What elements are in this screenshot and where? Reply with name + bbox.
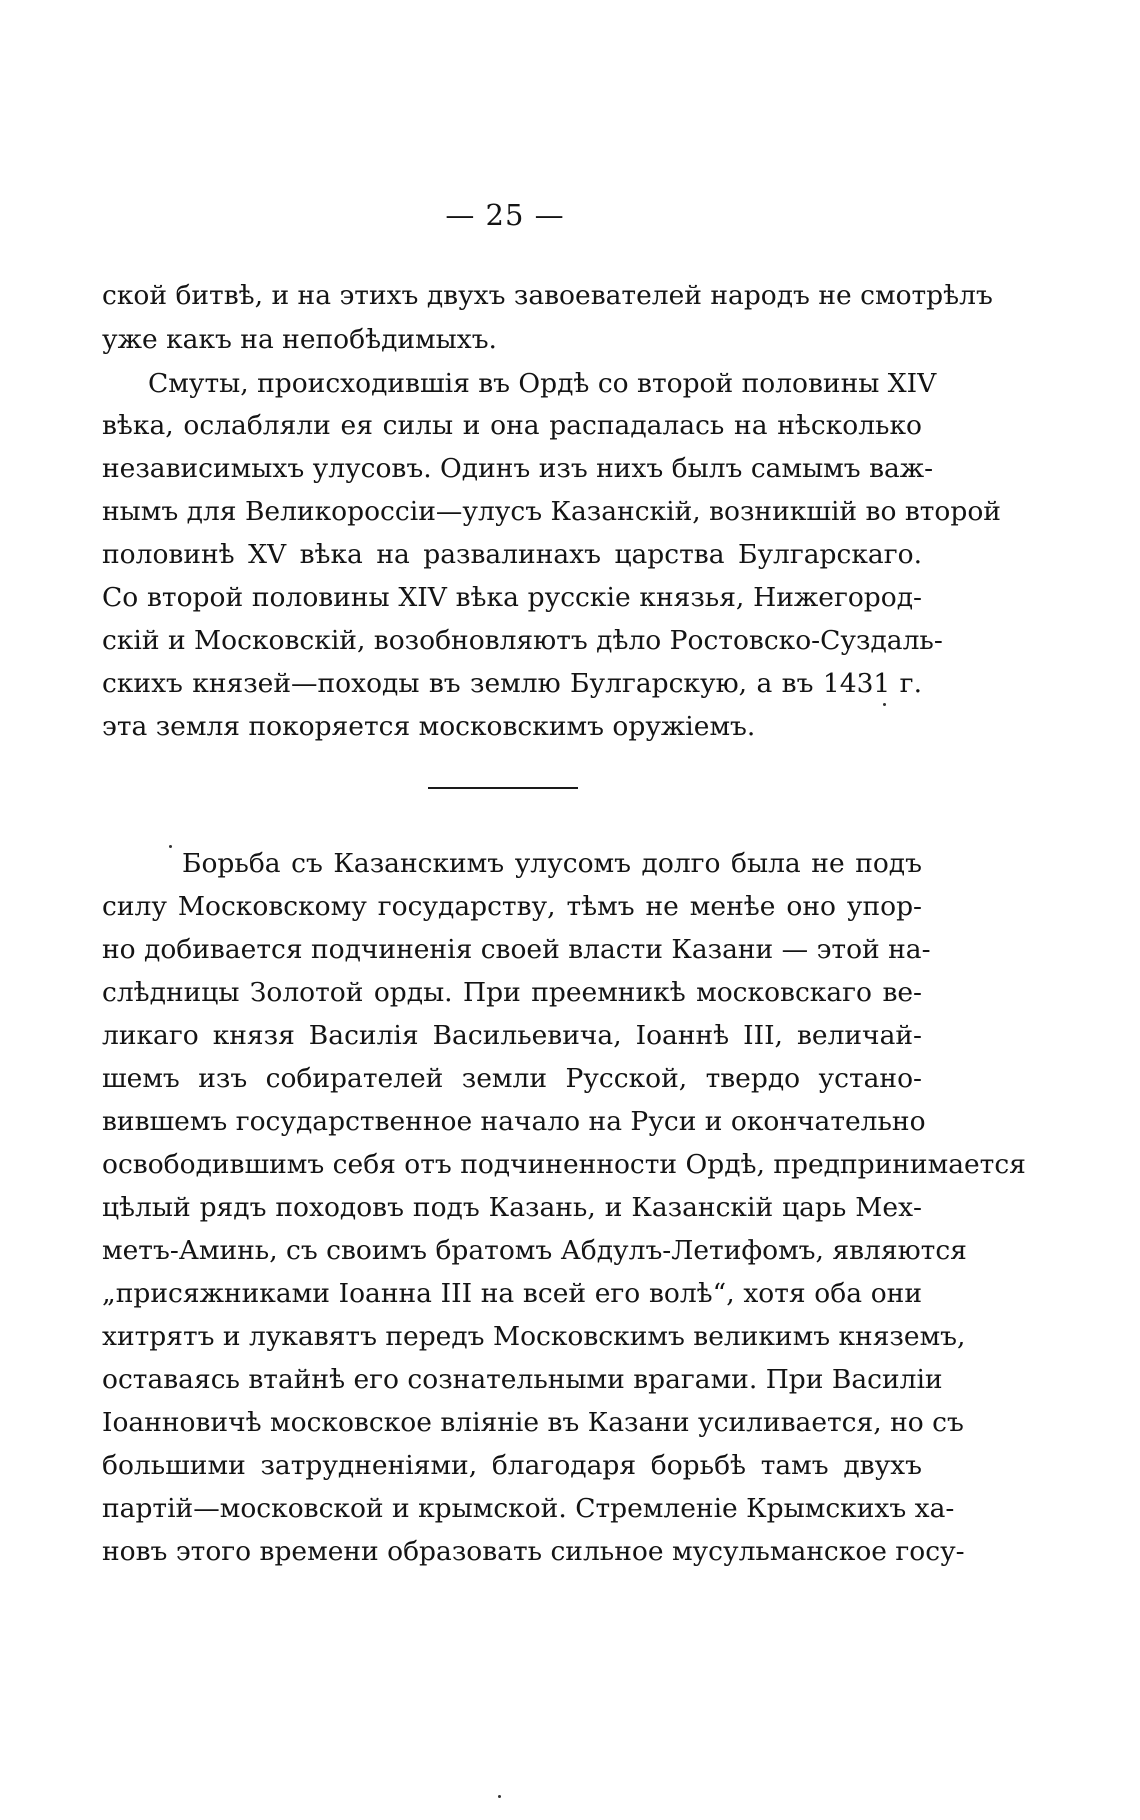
text-line: ликаго князя Василія Васильевича, Іоаннѣ III, величай-: [102, 1020, 922, 1051]
text-line: метъ-Аминь, съ своимъ братомъ Абдулъ-Летифомъ, являются: [102, 1235, 967, 1266]
scan-speck: [498, 1795, 501, 1798]
text-line: половинѣ XV вѣка на развалинахъ царства Булгарскаго.: [102, 539, 922, 570]
text-line: партій—московской и крымской. Стремленіе Крымскихъ ха-: [102, 1493, 955, 1524]
text-line: скихъ князей—походы въ землю Булгарскую, а въ 1431 г.: [102, 668, 922, 699]
text-line: шемъ изъ собирателей земли Русской, твердо устано-: [102, 1063, 922, 1094]
text-line: вѣка, ослабляли ея силы и она распадалась на нѣсколько: [102, 410, 922, 441]
text-line: цѣлый рядъ походовъ подъ Казань, и Казанскій царь Мех-: [102, 1192, 922, 1223]
section-divider: [428, 787, 578, 789]
text-line: но добивается подчиненія своей власти Казани — этой на-: [102, 934, 931, 965]
text-line: большими затрудненіями, благодаря борьбѣ тамъ двухъ: [102, 1450, 922, 1481]
text-line: хитрятъ и лукавятъ передъ Московскимъ великимъ княземъ,: [102, 1321, 966, 1352]
scan-speck: [169, 845, 172, 848]
text-line: Смуты, происходившія въ Ордѣ со второй половины XIV: [148, 368, 937, 399]
text-line: нымъ для Великороссіи—улусъ Казанскій, возникшій во второй: [102, 496, 1001, 527]
text-line: слѣдницы Золотой орды. При преемникѣ московскаго ве-: [102, 977, 922, 1008]
text-line: эта земля покоряется московскимъ оружіемъ.: [102, 711, 756, 742]
text-line: ской битвѣ, и на этихъ двухъ завоевателей народъ не смотрѣлъ: [102, 280, 993, 311]
text-line: Со второй половины XIV вѣка русскіе князья, Нижегород-: [102, 582, 922, 613]
text-line: „присяжниками Іоанна III на всей его волѣ“, хотя оба они: [102, 1278, 922, 1309]
text-line: освободившимъ себя отъ подчиненности Ордѣ, предпринимается: [102, 1149, 1026, 1180]
page-number: — 25 —: [445, 198, 565, 232]
text-line: вившемъ государственное начало на Руси и окончательно: [102, 1106, 926, 1137]
text-line: оставаясь втайнѣ его сознательными врагами. При Василіи: [102, 1364, 943, 1395]
text-line: Іоанновичѣ московское вліяніе въ Казани усиливается, но съ: [102, 1407, 964, 1438]
scan-speck: [883, 703, 886, 706]
text-line: новъ этого времени образовать сильное мусульманское госу-: [102, 1536, 965, 1567]
text-line: скій и Московскій, возобновляютъ дѣло Ростовско-Суздаль-: [102, 625, 943, 656]
text-line: Борьба съ Казанскимъ улусомъ долго была не подъ: [182, 848, 922, 879]
text-line: независимыхъ улусовъ. Одинъ изъ нихъ былъ самымъ важ-: [102, 453, 934, 484]
text-line: уже какъ на непобѣдимыхъ.: [102, 324, 497, 355]
text-line: силу Московскому государству, тѣмъ не менѣе оно упор-: [102, 891, 922, 922]
